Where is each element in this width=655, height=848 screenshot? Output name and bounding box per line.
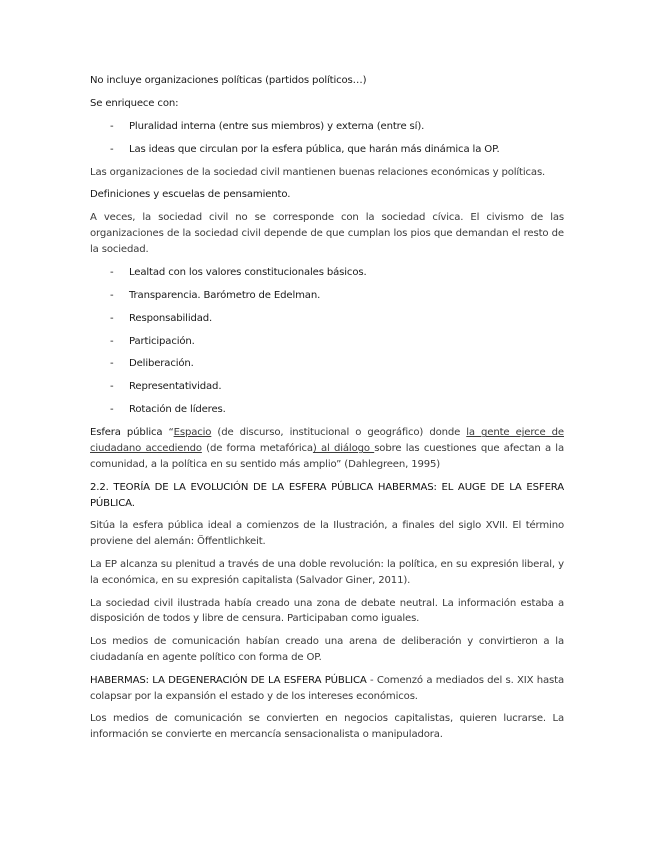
line-organizaciones: Las organizaciones de la sociedad civil mantienen buenas relaciones económicas y políticas.: [90, 166, 546, 178]
paragraph-esfera-publica: Esfera pública “Espacio (de discurso, institucional o geográfico) donde la gente ejerce de ciudadano accediendo (de forma metafórica) al diálogo sobre las cuestiones que afectan a la comunidad, a la política en su sentido más amplio” (Dahlegreen, 1995): [90, 427, 564, 471]
bullet-dash: -: [110, 120, 114, 132]
paragraph-degeneracion: HABERMAS: LA DEGENERACIÓN DE LA ESFERA PÚBLICA - Comenzó a mediados del s. XIX hasta colapsar por la expansión el estado y de los intereses económicos.: [90, 674, 564, 702]
underline-espacio: Espacio: [173, 427, 212, 439]
line-definiciones: Definiciones y escuelas de pensamiento.: [90, 189, 291, 201]
document-page: [90, 73, 564, 750]
bullet-dash: -: [110, 404, 114, 416]
bullet-dash: -: [110, 289, 114, 301]
paragraph-ilustracion: Sitúa la esfera pública ideal a comienzos de la Ilustración, a finales del siglo XVII. El término proviene del alemán: Öffentlichkeit.: [90, 520, 564, 548]
bullet-item: - Pluralidad interna (entre sus miembros) y externa (entre sí).: [90, 119, 564, 135]
heading-degeneracion: HABERMAS: LA DEGENERACIÓN DE LA ESFERA PÚBLICA: [90, 674, 367, 686]
bullet-item: - Rotación de líderes.: [90, 402, 564, 418]
bullet-dash: -: [110, 358, 114, 370]
paragraph-doble-revolucion: La EP alcanza su plenitud a través de una doble revolución: la política, en su expresión liberal, y la económica, en su expresión capitalista (Salvador Giner, 2011).: [90, 559, 564, 586]
bullet-dash: -: [110, 143, 114, 155]
bullet-item: - Transparencia. Barómetro de Edelman.: [90, 288, 564, 304]
bullet-list-enriquece: [90, 119, 564, 158]
paragraph-medios-arena: Los medios de comunicación habían creado una arena de deliberación y convirtieron a la ciudadanía en agente político con forma de OP.: [90, 636, 564, 663]
bullet-item: - Lealtad con los valores constitucionales básicos.: [90, 265, 564, 281]
bullet-list-requisitos: [90, 265, 564, 419]
bullet-dash: -: [110, 381, 114, 393]
underline-dialogo: ) al diálogo: [312, 443, 375, 455]
bullet-dash: -: [110, 312, 114, 324]
paragraph-negocios: Los medios de comunicación se convierten en negocios capitalistas, quieren lucrarse. La información se convierte en mercancía sensacionalista o manipuladora.: [90, 713, 564, 741]
bullet-item: - Deliberación.: [90, 356, 564, 372]
line-no-incluye: No incluye organizaciones políticas (partidos políticos…): [90, 75, 367, 86]
bullet-item: - Representatividad.: [90, 379, 564, 395]
bullet-item: - Las ideas que circulan por la esfera pública, que harán más dinámica la OP.: [90, 142, 564, 158]
paragraph-sociedad-ilustrada: La sociedad civil ilustrada había creado una zona de debate neutral. La información estaba a disposición de todos y libre de censura. Participaban como iguales.: [90, 597, 564, 625]
bullet-dash: -: [110, 335, 114, 347]
line-se-enriquece: Se enriquece con:: [90, 97, 179, 109]
bullet-item: - Responsabilidad.: [90, 311, 564, 327]
underline-gente-ejerce: la gente ejerce de ciudadano accediendo: [90, 427, 564, 455]
section-heading: 2.2. TEORÍA DE LA EVOLUCIÓN DE LA ESFERA PÚBLICA HABERMAS: EL AUGE DE LA ESFERA PÚBLICA.: [90, 481, 564, 509]
paragraph-civismo: A veces, la sociedad civil no se corresponde con la sociedad cívica. El civismo de las organizaciones de la sociedad civil depende de que cumplan los pios que demandan el resto de la sociedad.: [90, 212, 564, 255]
bullet-dash: -: [110, 266, 114, 278]
bullet-item: - Participación.: [90, 334, 564, 350]
term-esfera-publica: Esfera pública: [90, 427, 163, 439]
